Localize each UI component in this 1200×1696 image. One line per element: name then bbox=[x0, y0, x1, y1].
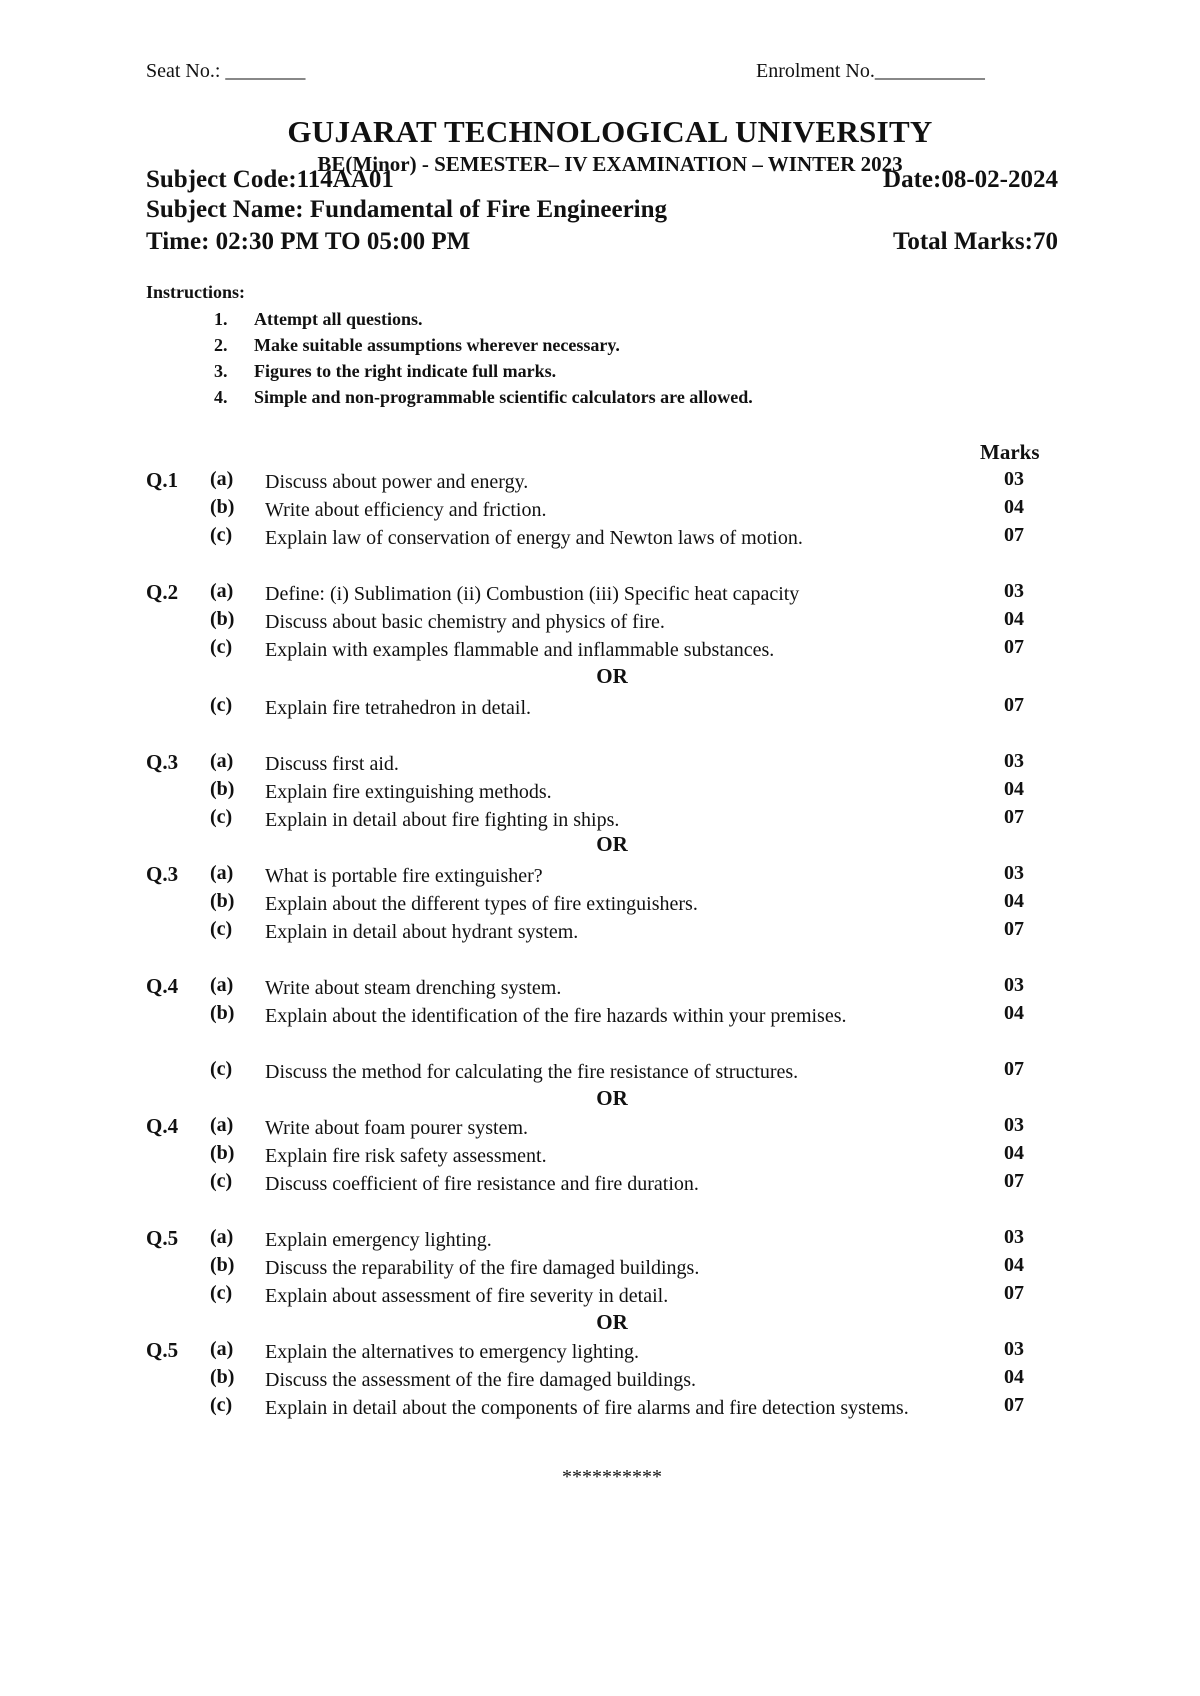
question-text: Explain in detail about fire fighting in ships. bbox=[265, 809, 620, 831]
question-text: Define: (i) Sublimation (ii) Combustion (iii) Specific heat capacity bbox=[265, 583, 800, 605]
question-marks: 03 bbox=[1004, 1338, 1024, 1360]
end-marker: ********** bbox=[562, 1466, 662, 1488]
exam-date: Date:08-02-2024 bbox=[883, 166, 1058, 193]
question-marks: 04 bbox=[1004, 1142, 1024, 1164]
question-marks: 07 bbox=[1004, 806, 1024, 828]
or-separator: OR bbox=[596, 832, 628, 856]
question-marks: 07 bbox=[1004, 1058, 1024, 1080]
question-text: Explain fire risk safety assessment. bbox=[265, 1145, 547, 1167]
question-text: Discuss first aid. bbox=[265, 753, 399, 775]
question-text: Explain fire tetrahedron in detail. bbox=[265, 697, 532, 719]
question-text: Explain law of conservation of energy and Newton laws of motion. bbox=[265, 527, 803, 549]
sub-question-label: (c) bbox=[210, 1282, 233, 1304]
question-number: Q.4 bbox=[146, 974, 179, 998]
question-marks: 03 bbox=[1004, 468, 1024, 490]
question-text: Explain about the identification of the fire hazards within your premises. bbox=[265, 1005, 847, 1027]
question-marks: 07 bbox=[1004, 1394, 1024, 1416]
sub-question-label: (a) bbox=[210, 468, 234, 490]
sub-question-label: (c) bbox=[210, 1058, 233, 1080]
or-separator: OR bbox=[596, 1086, 628, 1110]
question-number: Q.3 bbox=[146, 750, 179, 774]
sub-question-label: (b) bbox=[210, 1002, 235, 1024]
question-text: Write about efficiency and friction. bbox=[265, 499, 547, 521]
question-text: Explain the alternatives to emergency lighting. bbox=[265, 1341, 639, 1363]
sub-question-label: (b) bbox=[210, 778, 235, 800]
question-marks: 07 bbox=[1004, 636, 1024, 658]
sub-question-label: (a) bbox=[210, 862, 234, 884]
time-row bbox=[146, 228, 1058, 260]
question-marks: 07 bbox=[1004, 1282, 1024, 1304]
sub-question-label: (c) bbox=[210, 1170, 233, 1192]
question-marks: 04 bbox=[1004, 778, 1024, 800]
top-line bbox=[146, 60, 1050, 90]
question-marks: 04 bbox=[1004, 496, 1024, 518]
question-text: Discuss coefficient of fire resistance and fire duration. bbox=[265, 1173, 699, 1195]
sub-question-label: (b) bbox=[210, 1254, 235, 1276]
sub-question-label: (c) bbox=[210, 1394, 233, 1416]
question-number: Q.1 bbox=[146, 468, 179, 492]
enrolment-number-field: Enrolment No.___________ bbox=[756, 60, 985, 82]
question-marks: 03 bbox=[1004, 1226, 1024, 1248]
question-text: Explain fire extinguishing methods. bbox=[265, 781, 552, 803]
sub-question-label: (b) bbox=[210, 1142, 235, 1164]
question-text: Explain with examples flammable and inflammable substances. bbox=[265, 639, 775, 661]
instruction-item: 2. Make suitable assumptions wherever necessary. bbox=[214, 335, 620, 355]
exam-title: BE(Minor) - SEMESTER– IV EXAMINATION – WINTER 2023 bbox=[317, 152, 903, 176]
question-number: Q.5 bbox=[146, 1226, 179, 1250]
question-marks: 04 bbox=[1004, 1002, 1024, 1024]
question-marks: 07 bbox=[1004, 1170, 1024, 1192]
question-marks: 03 bbox=[1004, 1114, 1024, 1136]
question-marks: 07 bbox=[1004, 918, 1024, 940]
total-marks: Total Marks:70 bbox=[892, 228, 1058, 255]
instruction-item: 1. Attempt all questions. bbox=[214, 309, 423, 329]
question-text: Explain in detail about the components of fire alarms and fire detection systems. bbox=[265, 1397, 909, 1419]
sub-question-label: (a) bbox=[210, 1338, 234, 1360]
question-number: Q.2 bbox=[146, 580, 179, 604]
question-text: Explain about the different types of fire extinguishers. bbox=[265, 893, 698, 915]
question-marks: 04 bbox=[1004, 1366, 1024, 1388]
sub-question-label: (c) bbox=[210, 694, 233, 716]
sub-question-label: (a) bbox=[210, 750, 234, 772]
instructions-title: Instructions: bbox=[146, 282, 246, 302]
question-text: Explain emergency lighting. bbox=[265, 1229, 492, 1251]
question-text: Discuss about basic chemistry and physics of fire. bbox=[265, 611, 665, 633]
sub-question-label: (a) bbox=[210, 1226, 234, 1248]
subject-code: Subject Code:114AA01 bbox=[146, 166, 394, 193]
or-separator: OR bbox=[596, 1310, 628, 1334]
question-number: Q.3 bbox=[146, 862, 179, 886]
question-text: Explain in detail about hydrant system. bbox=[265, 921, 579, 943]
instruction-item: 4. Simple and non-programmable scientific calculators are allowed. bbox=[214, 387, 753, 407]
question-marks: 04 bbox=[1004, 1254, 1024, 1276]
sub-question-label: (a) bbox=[210, 580, 234, 602]
question-number: Q.5 bbox=[146, 1338, 179, 1362]
question-text: Explain about assessment of fire severity in detail. bbox=[265, 1285, 669, 1307]
question-marks: 04 bbox=[1004, 608, 1024, 630]
sub-question-label: (c) bbox=[210, 806, 233, 828]
question-text: Discuss the assessment of the fire damaged buildings. bbox=[265, 1369, 697, 1391]
sub-question-label: (a) bbox=[210, 1114, 234, 1136]
university-title: GUJARAT TECHNOLOGICAL UNIVERSITY bbox=[287, 114, 933, 149]
question-number: Q.4 bbox=[146, 1114, 179, 1138]
sub-question-label: (a) bbox=[210, 974, 234, 996]
sub-question-label: (b) bbox=[210, 890, 235, 912]
subject-name-row bbox=[146, 196, 1058, 228]
sub-question-label: (b) bbox=[210, 496, 235, 518]
seat-number-field: Seat No.: ________ bbox=[146, 60, 306, 82]
question-text: Discuss the reparability of the fire damaged buildings. bbox=[265, 1257, 700, 1279]
question-marks: 07 bbox=[1004, 694, 1024, 716]
question-text: What is portable fire extinguisher? bbox=[265, 865, 543, 887]
question-marks: 03 bbox=[1004, 862, 1024, 884]
question-marks: 03 bbox=[1004, 580, 1024, 602]
sub-question-label: (b) bbox=[210, 1366, 235, 1388]
question-text: Discuss about power and energy. bbox=[265, 471, 529, 493]
question-marks: 03 bbox=[1004, 974, 1024, 996]
sub-question-label: (b) bbox=[210, 608, 235, 630]
subject-name: Subject Name: Fundamental of Fire Engineering bbox=[146, 196, 668, 223]
question-text: Write about foam pourer system. bbox=[265, 1117, 529, 1139]
question-marks: 07 bbox=[1004, 524, 1024, 546]
exam-time: Time: 02:30 PM TO 05:00 PM bbox=[146, 228, 471, 255]
marks-column-heading: Marks bbox=[980, 440, 1040, 464]
instruction-item: 3. Figures to the right indicate full marks. bbox=[214, 361, 557, 381]
or-separator: OR bbox=[596, 664, 628, 688]
subject-code-row bbox=[146, 166, 1058, 198]
sub-question-label: (c) bbox=[210, 524, 233, 546]
instructions-list bbox=[214, 306, 753, 410]
question-text: Write about steam drenching system. bbox=[265, 977, 562, 999]
question-marks: 03 bbox=[1004, 750, 1024, 772]
question-marks: 04 bbox=[1004, 890, 1024, 912]
question-text: Discuss the method for calculating the fire resistance of structures. bbox=[265, 1061, 799, 1083]
sub-question-label: (c) bbox=[210, 918, 233, 940]
sub-question-label: (c) bbox=[210, 636, 233, 658]
